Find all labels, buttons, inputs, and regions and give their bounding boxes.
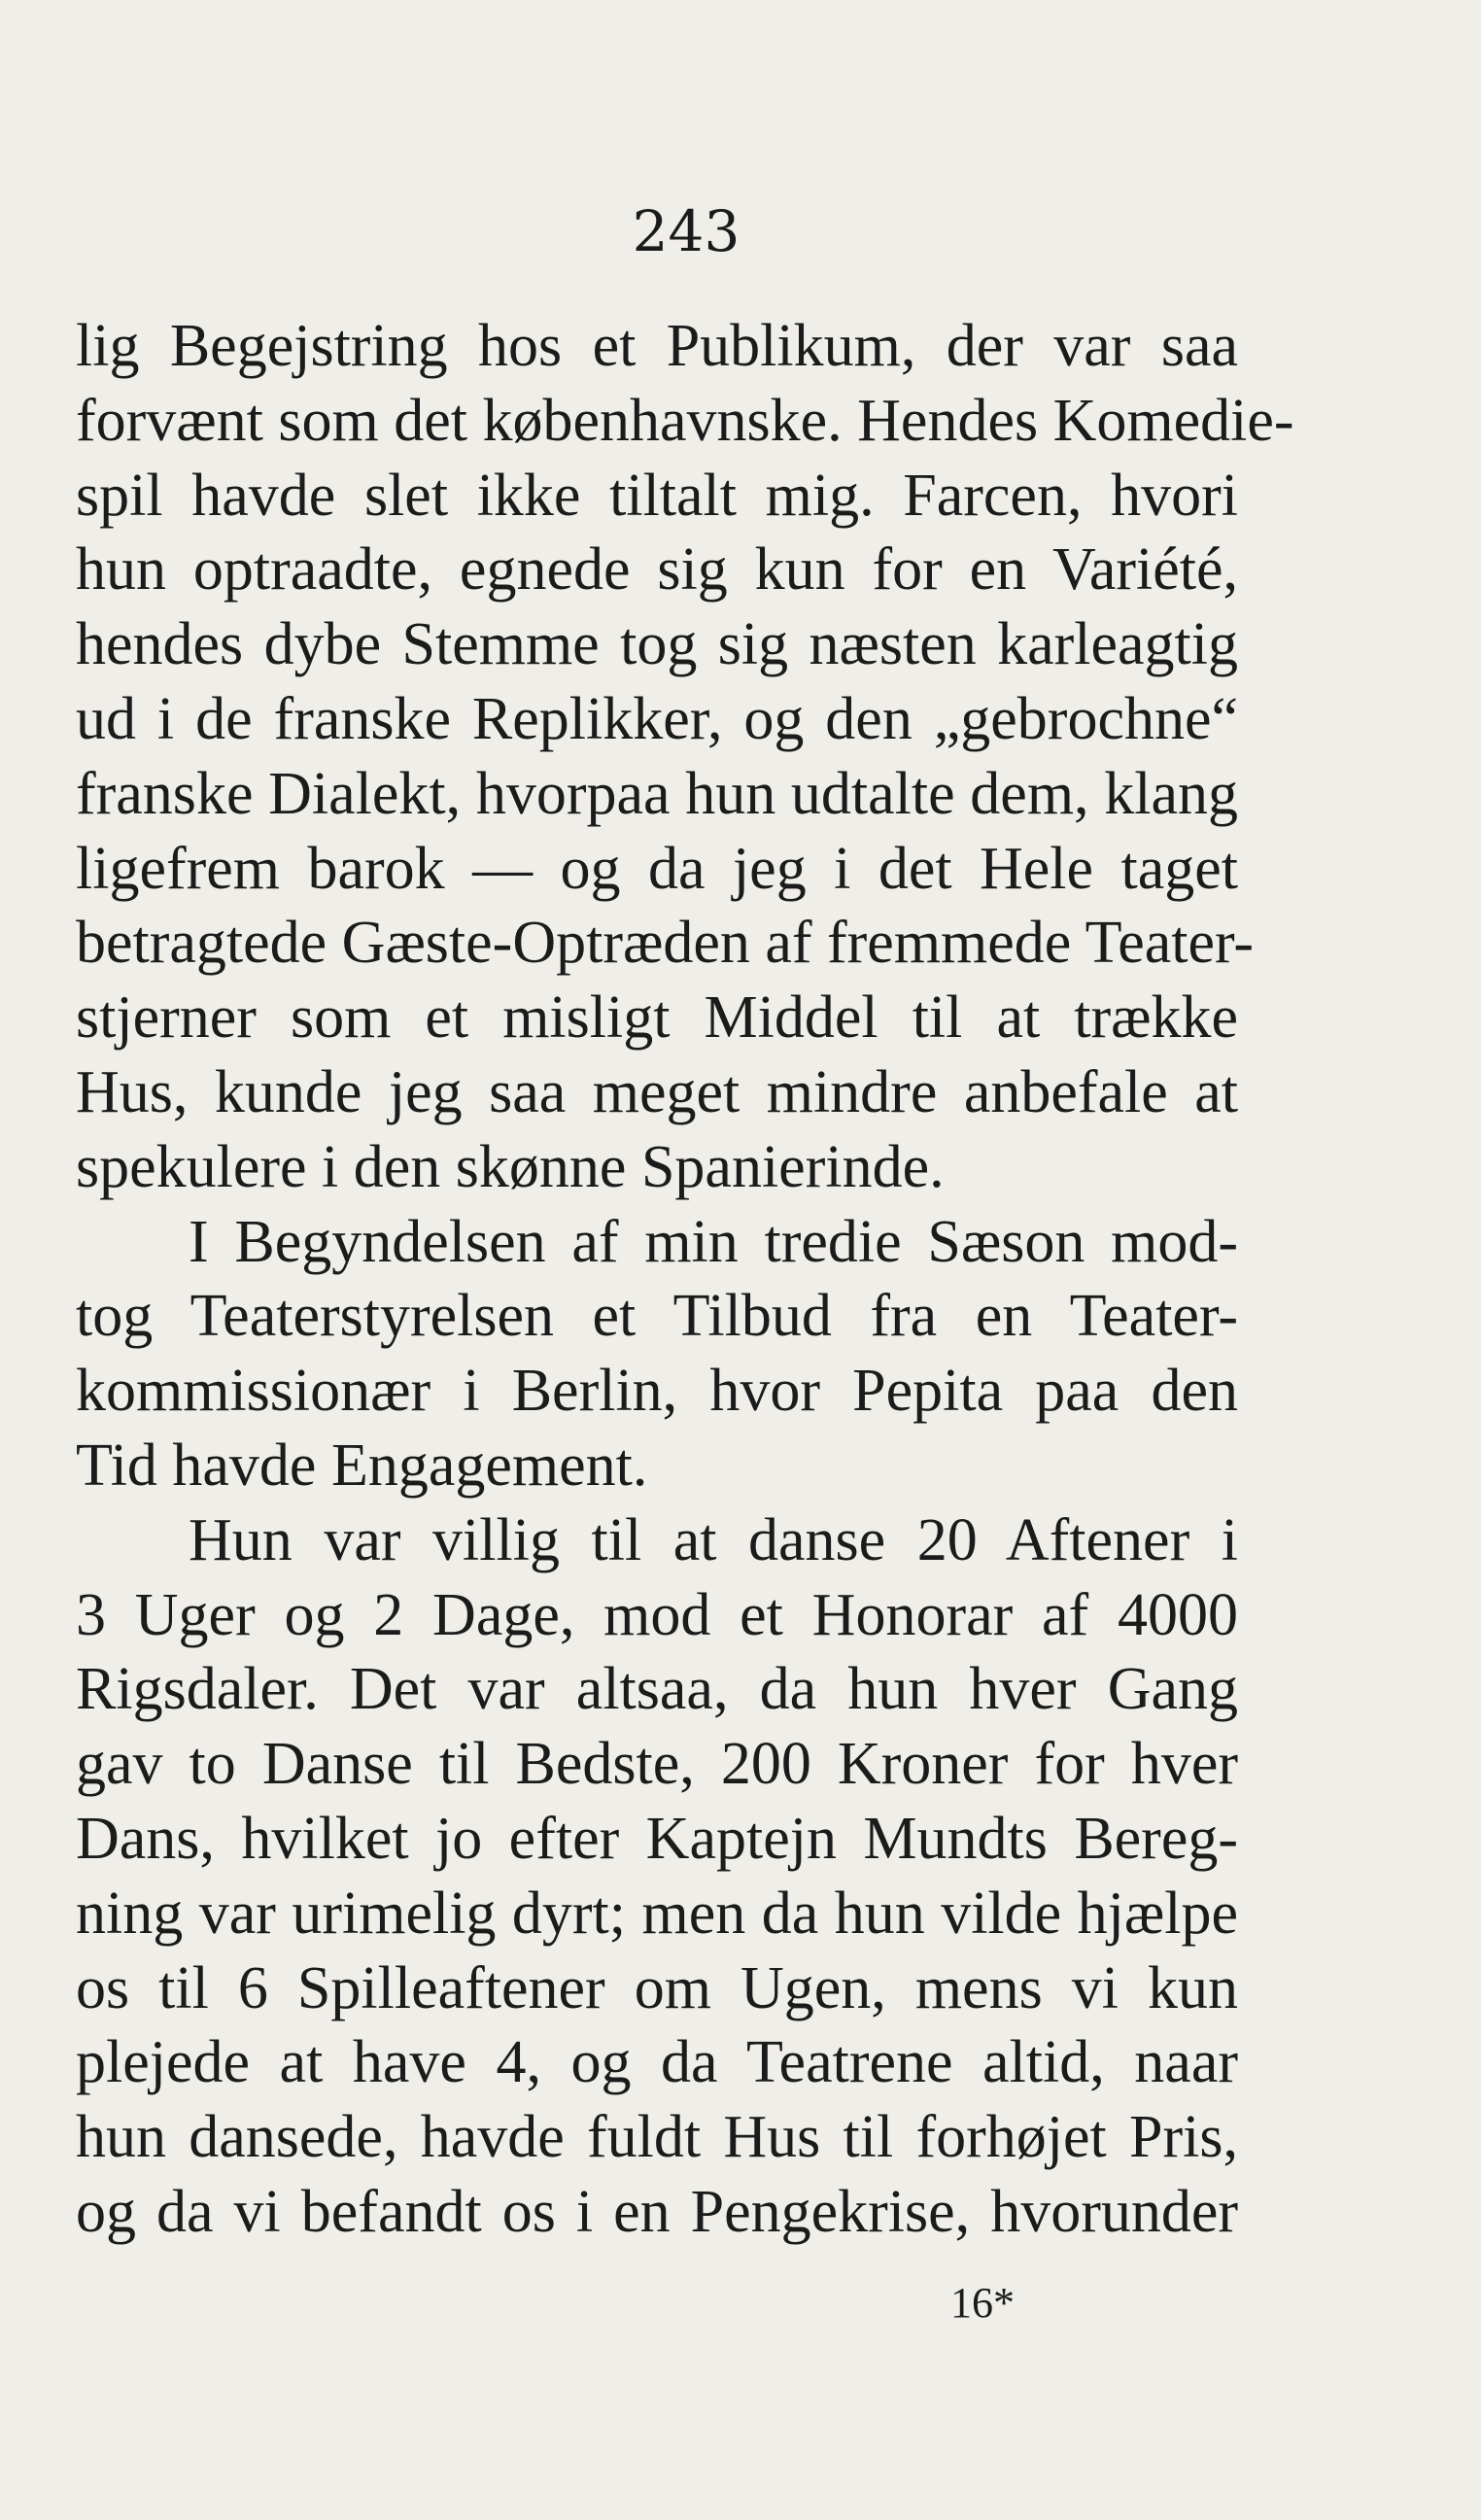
text-line: ligefrem barok — og da jeg i det Hele taget xyxy=(76,835,1238,902)
text-line: tog Teaterstyrelsen et Tilbud fra en Teater- xyxy=(76,1283,1238,1350)
text-line: lig Begejstring hos et Publikum, der var saa xyxy=(76,313,1238,379)
text-line: Dans, hvilket jo efter Kaptejn Mundts Bereg- xyxy=(76,1805,1238,1872)
page-number: 243 xyxy=(632,198,740,264)
text-line: ning var urimelig dyrt; men da hun vilde hjælpe xyxy=(76,1880,1238,1947)
text-line: forvænt som det københavnske. Hendes Komedie- xyxy=(76,387,1294,454)
text-line: Hun var villig til at danse 20 Aftener i xyxy=(189,1506,1238,1573)
text-line: spekulere i den skønne Spanierinde. xyxy=(76,1133,945,1200)
text-line: Tid havde Engagement. xyxy=(76,1432,648,1499)
signature-mark: 16* xyxy=(950,2279,1015,2327)
text-line: plejede at have 4, og da Teatrene altid, naar xyxy=(76,2029,1238,2096)
text-line: Hus, kunde jeg saa meget mindre anbefale at xyxy=(76,1058,1238,1125)
text-line: os til 6 Spilleaftener om Ugen, mens vi kun xyxy=(76,1954,1238,2021)
text-line: Rigsdaler. Det var altsaa, da hun hver Gang xyxy=(76,1656,1238,1723)
text-line: franske Dialekt, hvorpaa hun udtalte dem, klang xyxy=(76,760,1238,827)
text-line: hun optraadte, egnede sig kun for en Variété, xyxy=(76,536,1238,604)
text-line: kommissionær i Berlin, hvor Pepita paa den xyxy=(76,1358,1238,1425)
text-line: hun dansede, havde fuldt Hus til forhøjet Pris, xyxy=(76,2104,1238,2171)
text-line: betragtede Gæste-Optræden af fremmede Teater- xyxy=(76,910,1255,977)
body-text xyxy=(76,309,1294,2250)
text-line: I Begyndelsen af min tredie Sæson mod- xyxy=(189,1208,1238,1275)
text-line: spil havde slet ikke tiltalt mig. Farcen, hvori xyxy=(76,462,1238,529)
text-line: ud i de franske Replikker, og den „gebrochne“ xyxy=(76,685,1238,752)
text-line: 3 Uger og 2 Dage, mod et Honorar af 4000 xyxy=(76,1581,1238,1648)
text-line: gav to Danse til Bedste, 200 Kroner for hver xyxy=(76,1731,1238,1798)
text-line: hendes dybe Stemme tog sig næsten karleagtig xyxy=(76,611,1238,678)
text-line: og da vi befandt os i en Pengekrise, hvorunder xyxy=(76,2178,1238,2245)
text-line: stjerner som et misligt Middel til at trække xyxy=(76,984,1238,1052)
